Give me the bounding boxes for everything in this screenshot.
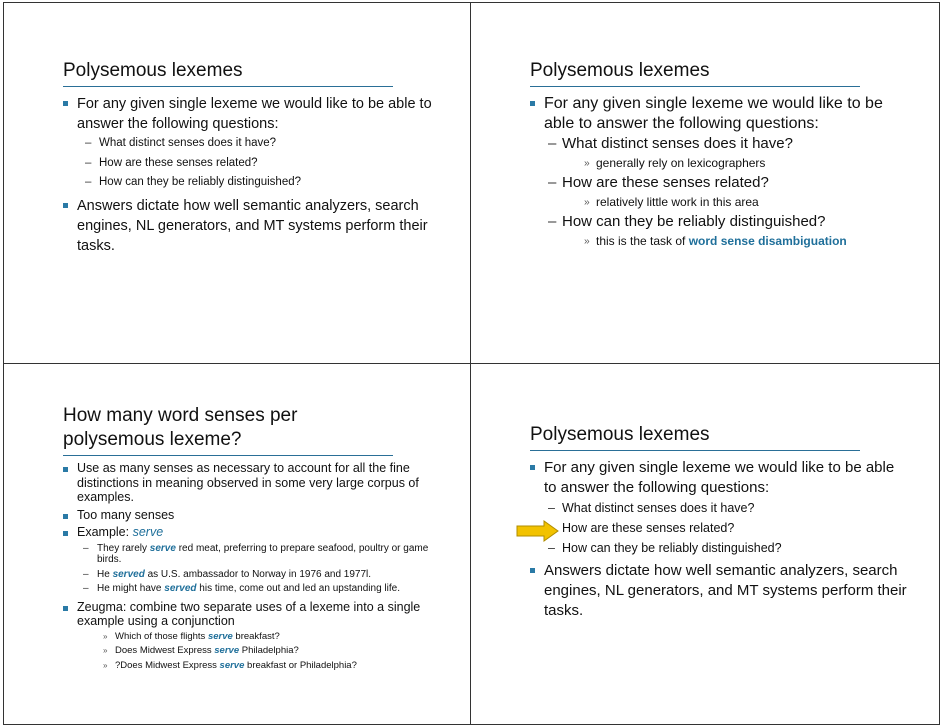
sub-bullet [548,173,910,212]
sub-bullet: – How can they be reliably distinguished? [548,538,910,558]
note: » relatively little work in this area [584,193,910,212]
zeugma-example [103,659,433,674]
slide-title: Polysemous lexemes [530,60,710,81]
example [83,569,433,581]
question-text: How can they be reliably distinguished? [562,213,826,230]
bullet-text: Example: [77,525,133,539]
slide-title: Polysemous lexemes [63,60,243,81]
example-word: serve [149,542,176,554]
note [584,232,910,251]
sub-bullet-highlighted: How are these senses related? [562,521,735,535]
zeugma-example [103,644,433,659]
example [83,583,433,595]
example-text: as U.S. ambassador to Norway in 1976 and 1977l. [144,568,372,580]
title-line: polysemous lexeme? [63,429,242,450]
bullet [530,458,910,558]
sub-bullet: – What distinct senses does it have? [85,134,433,154]
slide-1 [63,60,433,256]
sub-bullet: – How are these senses related? [85,154,433,174]
bullet [63,600,433,674]
example-text: Philadelphia? [239,645,299,656]
bullet [63,94,433,193]
question-text: What distinct senses does it have? [562,135,793,152]
arrow-right-icon [516,520,560,542]
title-rule [530,450,860,451]
example [83,543,433,566]
example-text: He [97,568,113,580]
example-text: red meat, preferring to prepare seafood, poultry or game birds. [97,542,429,565]
bullet-text: For any given single lexeme we would like to be able to answer the following questions: [544,95,883,132]
sub-bullet [548,134,910,173]
bullet: Answers dictate how well semantic analyzers, search engines, NL generators, and MT systems perform their tasks. [530,561,910,621]
slide-title: Polysemous lexemes [530,424,710,445]
slide-2 [530,60,910,251]
example-text: They rarely [97,542,150,554]
bullet: Use as many senses as necessary to account for all the fine distinctions in meaning observed in some very large corpus of examples. [63,461,433,505]
example-word: serve [207,630,233,642]
bullet-text: Zeugma: combine two separate uses of a lexeme into a single example using a conjunction [77,599,421,628]
wsd-term: word sense disambiguation [688,234,847,248]
slide-title [63,404,433,452]
example-word: serve [214,645,240,656]
bullet: Too many senses [63,508,433,523]
example-text: his time, come out and led an upstanding life. [196,583,400,594]
slide-4 [530,424,910,621]
zeugma-example [103,630,433,645]
example-text: ?Does Midwest Express [115,659,220,671]
example-text: Which of those flights [115,630,208,642]
horizontal-divider [3,363,940,364]
example-word: served [112,568,145,580]
example-text: breakfast? [232,630,280,642]
title-rule [530,86,860,87]
bullet-text: For any given single lexeme we would like to be able to answer the following questions: [77,96,432,132]
sub-bullet [548,212,910,251]
example-word: serve [219,659,245,671]
bullet [530,94,910,251]
question-text: How are these senses related? [562,174,769,191]
example-text: He might have [97,583,165,594]
slide-3 [63,404,433,673]
note-prefix: this is the task of [596,234,689,248]
example-text: Does Midwest Express [115,645,215,656]
sub-bullet: – What distinct senses does it have? [548,498,910,518]
bullet: Answers dictate how well semantic analyzers, search engines, NL generators, and MT systems perform their tasks. [63,196,433,256]
example-word: served [164,583,197,594]
bullet-text: For any given single lexeme we would like to be able to answer the following questions: [544,459,895,496]
sub-bullet: – How can they be reliably distinguished? [85,173,433,193]
note: » generally rely on lexicographers [584,154,910,173]
title-line: How many word senses per [63,405,298,426]
title-rule [63,455,393,456]
example-word: serve [132,525,164,539]
example-text: breakfast or Philadelphia? [244,659,357,671]
title-rule [63,86,393,87]
bullet [63,525,433,595]
